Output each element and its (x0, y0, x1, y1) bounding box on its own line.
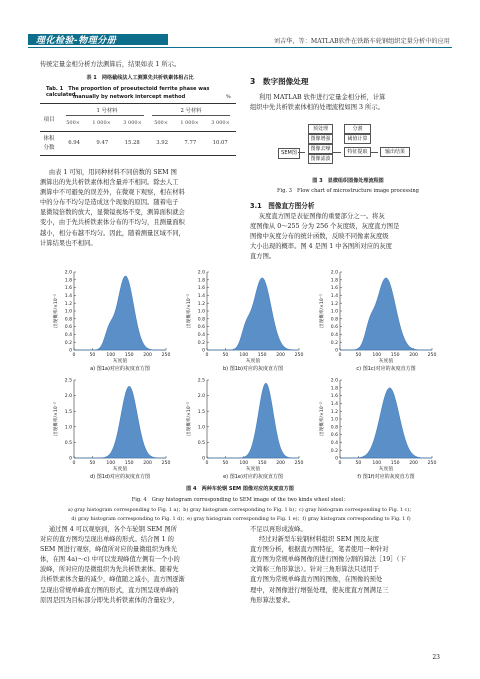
flow-seg-box: 分割 (344, 124, 371, 134)
panel-caption: c) 图1c)对应的灰度直方图 (356, 366, 416, 372)
y-tick-label: 1.0 (197, 309, 205, 315)
left-paragraph (40, 168, 238, 249)
text-line: 通过图 4 可以观察到，各个车轮钢 SEM 图所 (48, 526, 177, 533)
y-tick-label: 2.0 (64, 394, 72, 400)
histogram-panel (318, 378, 436, 480)
text-line: 经过对新型车轮钢材料组织 SEM 图及灰度 (258, 536, 379, 544)
table1-cell: 3.92 (156, 140, 168, 146)
fig3-caption-en: Fig. 3 Flow chart of microstructure image processing (277, 188, 419, 194)
text-line: 波峰，所对应的是微组织为先共析铁素体。随着先 (40, 566, 179, 574)
x-tick-label: 50 (222, 461, 229, 466)
flow-arrow (333, 152, 341, 153)
text-line: 测算中不可避免的误差外，在微观下观察，相在材料 (40, 189, 185, 197)
text-line: 角形算法要求。 (250, 596, 295, 604)
table1-top-rule (40, 103, 236, 104)
y-axis-label: 出现概率/×10⁻² (54, 402, 59, 436)
table1-group1: 1 号材料 (96, 108, 118, 114)
fig4-caption-en-2: a) gray histogram corresponding to Fig. 1 a)；b) gray histogram corresponding to Fig. 1 b)；c) gray histogram corresponding to Fig. 1 c)； (67, 507, 415, 513)
y-tick-label: 0.4 (330, 333, 338, 338)
x-tick-label: 250 (427, 461, 437, 466)
panel-caption: d) 图1d)对应的灰度直方图 (89, 474, 151, 480)
y-tick-label: 1.4 (330, 402, 338, 407)
x-tick-label: 150 (390, 353, 400, 358)
x-axis-label: 灰度值 (245, 467, 261, 472)
x-tick-label: 100 (106, 353, 116, 358)
bottom-right-paragraph (250, 525, 446, 606)
histogram-area (74, 276, 166, 350)
x-axis-label: 灰度值 (112, 467, 128, 472)
table1-subhead: 3 000× (123, 120, 142, 126)
flow-pre2-box: 图像去噪 (308, 144, 333, 154)
x-tick-label: 150 (257, 461, 267, 466)
x-tick-label: 0 (205, 461, 209, 466)
text-line: 显微镜倍数的放大，显微镜视场不变，测算面积就会 (40, 209, 185, 217)
y-tick-label: 1.5 (64, 409, 72, 415)
table1-subhead: 1 000× (92, 120, 111, 126)
x-tick-label: 50 (89, 461, 96, 466)
x-tick-label: 150 (257, 353, 267, 358)
y-tick-label: 2.5 (64, 378, 72, 384)
histogram-panel (185, 270, 303, 372)
header-rule (28, 47, 452, 48)
text-line: 度图像从 0～255 分为 256 个灰度级，灰度直方图是 (250, 223, 400, 231)
y-tick-label: 0.4 (64, 333, 72, 338)
text-line: 直方图为常规单峰直方图的图像，在图像的预处 (250, 576, 383, 584)
text-line: 呈现出常规单峰直方图的形式，直方图呈现单峰的 (40, 586, 179, 594)
flow-chart (278, 120, 442, 172)
x-tick-label: 100 (106, 461, 116, 466)
section-3-1-paragraph (250, 212, 446, 262)
y-tick-label: 1.0 (330, 417, 338, 423)
text-line: 直方图。 (250, 253, 276, 261)
table1-cell: 15.28 (124, 140, 140, 146)
histogram-area (340, 388, 432, 458)
y-tick-label: 1.8 (197, 278, 205, 284)
text-line: 变小，由于先共析铁素体分布的不均匀，且测量面积 (40, 219, 185, 227)
y-tick-label: 0 (335, 456, 338, 462)
y-tick-label: 0 (335, 348, 338, 354)
page-number: 23 (432, 654, 440, 661)
x-tick-label: 150 (124, 353, 134, 358)
x-tick-label: 0 (72, 353, 76, 358)
y-tick-label: 0 (202, 456, 205, 462)
text-line: 测算出的先共析铁素体相含量并不相同。除去人工 (40, 179, 179, 187)
y-tick-label: 1.4 (197, 294, 205, 299)
x-tick-label: 100 (372, 461, 382, 466)
x-tick-label: 50 (355, 353, 362, 358)
y-tick-label: 0.6 (330, 433, 338, 439)
text-line: 图像中灰度分布的统计函数，反映不同像素灰度级 (250, 233, 389, 241)
y-tick-label: 0.4 (197, 333, 205, 338)
fig4-caption-cn: 图 4 两种车轮钢 SEM 图像对应的灰度直方图 (186, 486, 294, 492)
flow-pre1-box: 图像增强 (308, 134, 333, 144)
histogram-area (207, 383, 299, 458)
y-tick-label: 1.2 (197, 301, 205, 307)
table1-subhead: 1 000× (180, 120, 199, 126)
table1-title-en-2: manually by network intercept method (73, 94, 186, 100)
text-line: 文简称三角形算法）。针对三角形算法只适用于 (250, 566, 380, 574)
y-tick-label: 0.6 (330, 325, 338, 331)
text-line: 计算结果也不相同。 (40, 239, 97, 247)
x-axis-label: 灰度值 (112, 359, 128, 364)
x-tick-label: 100 (239, 353, 249, 358)
section-3-1-heading: 3.1 图像直方图分析 (250, 202, 315, 210)
y-tick-label: 0.2 (64, 340, 72, 346)
y-axis-label: 出现概率/×10⁻² (187, 294, 192, 328)
x-tick-label: 200 (409, 461, 418, 466)
y-tick-label: 0.2 (330, 448, 338, 454)
text-line: 理中，对图像进行增强处理，使灰度直方图满足三 (250, 586, 389, 594)
text-line: SEM 图进行观察，峰值所对应的量微组织为珠光 (40, 546, 178, 554)
panel-caption: e) 图1e)对应的灰度直方图 (223, 474, 283, 480)
y-tick-label: 0.2 (197, 340, 205, 346)
flow-seg1-box: 阈值计算 (344, 134, 371, 144)
text-line: 越小，相分布越不均匀。因此，随着测量区域不同， (40, 229, 185, 237)
flow-pre3-box: 图像滤波 (308, 154, 333, 164)
y-tick-label: 0.8 (64, 317, 72, 323)
x-tick-label: 200 (276, 353, 285, 358)
y-tick-label: 0 (69, 348, 72, 354)
x-tick-label: 250 (161, 353, 171, 358)
x-tick-label: 100 (239, 461, 249, 466)
x-tick-label: 50 (355, 461, 362, 466)
flow-sem-box: SEM图 (278, 148, 300, 159)
y-axis-label: 出现概率/×10⁻² (320, 402, 325, 436)
table1-row-label (40, 135, 58, 153)
x-tick-label: 0 (338, 461, 342, 466)
page-header (0, 0, 480, 52)
flow-seg2-box: 特征提取 (344, 147, 371, 157)
table1-cell: 10.07 (212, 140, 228, 146)
text-line: 体，在图 4a)～c) 中可以发现峰值左侧有一个小的 (40, 556, 180, 564)
x-tick-label: 0 (338, 353, 342, 358)
table1-group2-rule (152, 115, 230, 116)
fig3-caption-cn: 图 3 显微组织图像处理流程图 (312, 178, 384, 184)
y-tick-label: 1.6 (64, 286, 72, 292)
text-line: 对应的直方图均呈现出单峰的形式。结合图 1 的 (40, 536, 174, 544)
histogram-panel (52, 270, 170, 372)
y-tick-label: 0 (202, 348, 205, 354)
panel-caption: f) 图1f)对应的灰度直方图 (357, 474, 415, 480)
y-tick-label: 1.5 (197, 409, 205, 415)
x-tick-label: 200 (143, 461, 152, 466)
y-tick-label: 2.0 (330, 378, 338, 384)
y-axis-label: 出现概率/×10⁻² (320, 294, 325, 328)
table1-row-label-1: 体积 (43, 136, 55, 142)
y-tick-label: 1.6 (330, 394, 338, 400)
text-line: 共析铁素体含量的减少，峰值随之减小，直方图逐渐 (40, 576, 185, 584)
panel-caption: a) 图1a)对应的灰度直方图 (90, 366, 150, 372)
y-tick-label: 0.8 (330, 317, 338, 323)
y-tick-label: 1.0 (64, 309, 72, 315)
text-line: 大小出现的概率。图 4 是图 1 中各图所对应的灰度 (250, 243, 392, 251)
y-tick-label: 1.0 (197, 425, 205, 431)
x-tick-label: 250 (161, 461, 171, 466)
table1-group1-rule (66, 115, 144, 116)
x-tick-label: 0 (72, 461, 76, 466)
y-tick-label: 1.2 (330, 409, 338, 415)
y-tick-label: 1.4 (64, 294, 72, 299)
x-axis-label: 灰度值 (378, 467, 394, 472)
y-tick-label: 2.0 (64, 270, 72, 276)
y-tick-label: 0 (69, 456, 72, 462)
x-tick-label: 250 (427, 353, 437, 358)
table1-cell: 6.94 (68, 140, 80, 146)
x-axis-label: 灰度值 (245, 359, 261, 364)
y-tick-label: 0.6 (64, 325, 72, 331)
table1-title-en-1: Tab. 1 The proportion of proeutectoid ferrite phase was calculated (46, 86, 210, 98)
y-tick-label: 1.8 (64, 278, 72, 284)
text-line: 直方图分析，根据直方图特征，笔者使用一种针对 (250, 546, 389, 554)
table1-mid-rule (40, 131, 236, 132)
x-tick-label: 100 (372, 353, 382, 358)
text-line: 原因是因为目标部分即先共析铁素体的含量较少， (40, 596, 179, 604)
fig4-caption-en-3: d) gray histogram corresponding to Fig. 1 d)；e) gray histogram corresponding to Fig. 1 e)；f) gray histogram corresponding to Fig. 1 f) (71, 516, 411, 522)
table1-subheads (60, 120, 236, 126)
y-tick-label: 1.8 (330, 386, 338, 392)
y-tick-label: 1.0 (64, 425, 72, 431)
panel-caption: b) 图1b)对应的灰度直方图 (222, 366, 284, 372)
y-tick-label: 2.0 (197, 270, 205, 276)
y-tick-label: 0.8 (330, 425, 338, 431)
histogram-panel (318, 270, 436, 372)
y-tick-label: 0.5 (197, 441, 205, 446)
table1-bottom-rule (40, 155, 236, 156)
table1-cell: 9.47 (96, 140, 109, 146)
x-tick-label: 0 (205, 353, 209, 358)
x-tick-label: 50 (89, 353, 96, 358)
y-tick-label: 0.8 (197, 317, 205, 323)
table1-unit: % (226, 94, 231, 100)
y-tick-label: 1.0 (330, 309, 338, 315)
flow-out-box: 输出结果 (380, 147, 410, 157)
x-tick-label: 200 (143, 353, 152, 358)
section-3-heading: 3 数字图像处理 (250, 77, 309, 86)
table1-subhead: 3 000× (211, 120, 230, 126)
x-tick-label: 50 (222, 353, 229, 358)
text-line: 不足以再形成波峰。 (250, 526, 307, 533)
x-tick-label: 150 (124, 461, 134, 466)
y-tick-label: 1.4 (330, 294, 338, 299)
table1-group2: 2 号材料 (180, 108, 202, 114)
y-tick-label: 1.8 (330, 278, 338, 284)
intro-text: 传统定量金相分析方法测算后，结果如表 1 所示。 (40, 61, 181, 68)
table1-row-label-2: 分数 (43, 145, 55, 151)
histogram-area (74, 386, 166, 458)
y-tick-label: 1.2 (330, 301, 338, 307)
text-line: 组织中先共析铁素体相的处理流程如图 3 所示。 (250, 104, 384, 112)
section-3-paragraph (250, 93, 446, 113)
x-tick-label: 150 (390, 461, 400, 466)
bottom-left-paragraph (40, 525, 238, 606)
text-line: 直方图为常规单峰图像的进行图像分割的算法［19］（下 (250, 556, 406, 564)
figure-4-histograms (48, 268, 448, 486)
flow-arrow (370, 152, 378, 153)
histogram-area (340, 278, 432, 350)
text-line: 中的分布不均匀是造成这个现象的原因。随着电子 (40, 199, 179, 207)
table1-col-item: 项目 (43, 117, 55, 123)
running-head: 刘吉华，等：MATLAB软件在铁路车轮钢组织定量分析中的应用 (273, 38, 450, 45)
histogram-panel (52, 378, 170, 480)
y-tick-label: 0.5 (64, 441, 72, 446)
table1-subhead: 500× (66, 120, 80, 126)
histogram-panel (185, 378, 303, 480)
x-tick-label: 250 (294, 353, 304, 358)
fig4-caption-en-1: Fig. 4 Gray histogram corresponding to SEM image of the two kinds wheel steel： (131, 497, 349, 503)
text-line: 利用 MATLAB 软件进行定量金相分析，计算 (258, 94, 386, 101)
x-tick-label: 200 (409, 353, 418, 358)
y-tick-label: 0.2 (330, 340, 338, 346)
y-tick-label: 0.6 (197, 325, 205, 331)
y-tick-label: 1.2 (64, 301, 72, 307)
x-axis-label: 灰度值 (378, 359, 394, 364)
y-tick-label: 2.0 (330, 270, 338, 276)
x-tick-label: 200 (276, 461, 285, 466)
table1-subhead: 500× (154, 120, 168, 126)
y-tick-label: 0.4 (330, 441, 338, 446)
journal-logo: 理化检验-物理分册 (36, 36, 117, 46)
y-tick-label: 1.6 (197, 286, 205, 292)
table1-values (60, 140, 236, 146)
y-tick-label: 1.6 (330, 286, 338, 292)
text-line: 灰度直方图是表征图像的重要部分之一。将灰 (258, 213, 385, 220)
y-tick-label: 2.0 (197, 394, 205, 400)
flow-arrow (298, 152, 305, 153)
text-line: 由表 1 可知，用同种材料不同倍数的 SEM 图 (48, 169, 177, 176)
y-axis-label: 出现概率/×10⁻² (187, 402, 192, 436)
flow-pre-box: 预处理 (308, 124, 333, 134)
table1-title-cn: 表 1 网络截线法人工测算先共析铁素体相占比 (86, 75, 194, 81)
y-axis-label: 出现概率/×10⁻² (54, 294, 59, 328)
y-tick-label: 2.5 (197, 378, 205, 384)
histogram-area (207, 278, 299, 350)
x-tick-label: 250 (294, 461, 304, 466)
table1-cell: 7.77 (184, 140, 197, 146)
